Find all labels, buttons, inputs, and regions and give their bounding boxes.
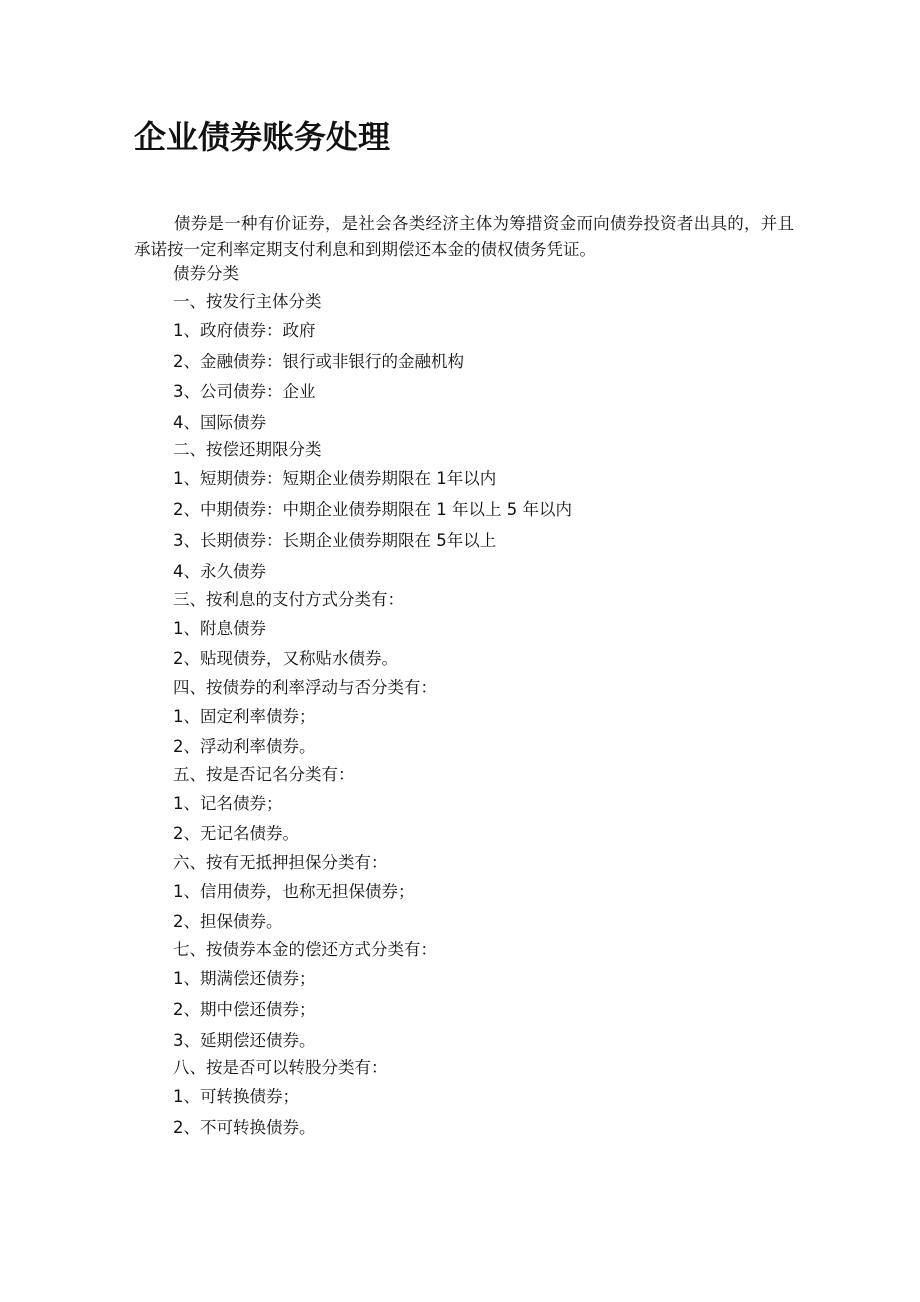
list-item: 4、永久债券 xyxy=(173,562,266,581)
list-item: 1、短期债券：短期企业债券期限在 1年以内 xyxy=(173,469,497,488)
list-item: 2、无记名债券。 xyxy=(173,824,299,843)
list-item: 1、政府债券：政府 xyxy=(173,321,316,340)
list-item: 2、不可转换债券。 xyxy=(173,1118,316,1137)
list-item: 2、浮动利率债券。 xyxy=(173,737,316,756)
list-item: 3、公司债券：企业 xyxy=(173,382,316,401)
section-heading-8: 八、按是否可以转股分类有： xyxy=(173,1058,388,1077)
page-title: 企业债券账务处理 xyxy=(134,118,391,156)
list-item: 2、贴现债券，又称贴水债券。 xyxy=(173,649,398,668)
list-item: 2、中期债券：中期企业债券期限在 1 年以上 5 年以内 xyxy=(173,500,572,519)
list-item: 2、担保债券。 xyxy=(173,912,283,931)
section-heading-1: 一、按发行主体分类 xyxy=(173,292,322,311)
section-heading-5: 五、按是否记名分类有： xyxy=(173,765,355,784)
section-heading-2: 二、按偿还期限分类 xyxy=(173,440,322,459)
section-heading-7: 七、按债券本金的偿还方式分类有： xyxy=(173,940,437,959)
list-item: 1、附息债券 xyxy=(173,619,266,638)
list-item: 1、期满偿还债券； xyxy=(173,969,316,988)
section-heading-3: 三、按利息的支付方式分类有： xyxy=(173,590,404,609)
section-heading-6: 六、按有无抵押担保分类有： xyxy=(173,853,388,872)
list-item: 3、长期债券：长期企业债券期限在 5年以上 xyxy=(173,531,497,550)
section-heading-classification: 债券分类 xyxy=(173,264,239,283)
list-item: 4、国际债券 xyxy=(173,413,266,432)
list-item: 1、记名债券； xyxy=(173,794,283,813)
list-item: 3、延期偿还债券。 xyxy=(173,1031,316,1050)
section-heading-4: 四、按债券的利率浮动与否分类有： xyxy=(173,678,437,697)
list-item: 1、固定利率债券； xyxy=(173,707,316,726)
list-item: 1、信用债券，也称无担保债券； xyxy=(173,882,415,901)
list-item: 1、可转换债券； xyxy=(173,1087,299,1106)
list-item: 2、期中偿还债券； xyxy=(173,1000,316,1019)
intro-paragraph: 债券是一种有价证券，是社会各类经济主体为筹措资金而向债券投资者出具的，并且承诺按一定利率定期支付利息和到期偿还本金的债权债务凭证。 xyxy=(134,214,794,259)
list-item: 2、金融债券：银行或非银行的金融机构 xyxy=(173,352,464,371)
